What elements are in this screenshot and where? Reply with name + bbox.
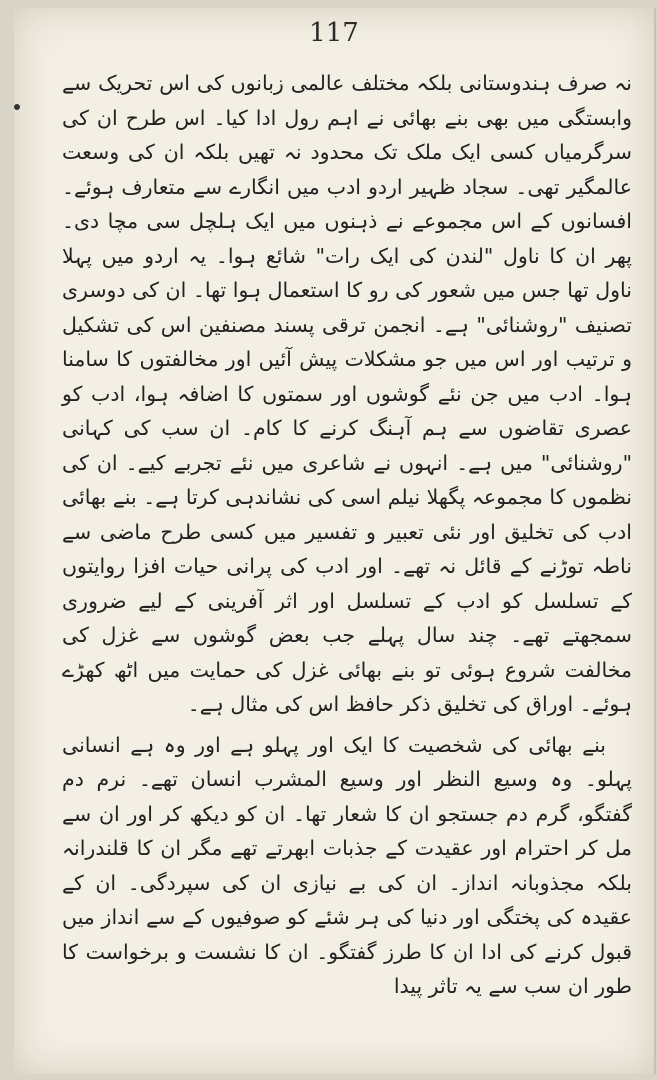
margin-mark: [14, 104, 20, 110]
page-number: 117: [309, 18, 359, 48]
page-text: [62, 66, 632, 1010]
paragraph-1: نہ صرف ہندوستانی بلکہ مختلف عالمی زبانوں کی اس تحریک سے وابستگی میں بھی بنے بھائی نے اہم رول ادا کیا۔ اس طرح ان کی سرگرمیاں کسی ایک ملک تک محدود نہ تھیں بلکہ ان کی وسعت عالمگیر تھی۔ سجاد ظہیر اردو ادب میں انگارے سے متعارف ہوئے۔ افسانوں کے اس مجموعے نے ذہنوں میں ایک ہلچل سی مچا دی۔ پھر ان کا ناول "لندن کی ایک رات" شائع ہوا۔ یہ اردو میں پہلا ناول تھا جس میں شعور کی رو کا استعمال ہوا تھا۔ ان کی دوسری تصنیف "روشنائی" ہے۔ انجمن ترقی پسند مصنفین اس کی تشکیل و ترتیب اور اس میں جو مشکلات پیش آئیں اور مخالفتوں کا سامنا ہوا۔ ادب میں جن نئے گوشوں اور سمتوں کا اضافہ ہوا، ادب کو عصری تقاضوں سے ہم آہنگ کرنے کا کام۔ ان سب کی کہانی "روشنائی" میں ہے۔ انہوں نے شاعری میں نئے تجربے کیے۔ ان کی نظموں کا مجموعہ پگھلا نیلم اسی کی نشاندہی کرتا ہے۔ بنے بھائی ادب کی تخلیق اور نئی تعبیر و تفسیر میں کسی طرح ماضی سے ناطہ توڑنے کے قائل نہ تھے۔ اور ادب کی پرانی حیات افزا روایتوں کے تسلسل کو ادب کے تسلسل اور اثر آفرینی کے لیے ضروری سمجھتے تھے۔ چند سال پہلے جب بعض گوشوں سے غزل کی مخالفت شروع ہوئی تو بنے بھائی غزل کی حمایت میں اٹھ کھڑے ہوئے۔ اوراق کی تخلیق ذکر حافظ اس کی مثال ہے۔: [62, 71, 632, 716]
paragraph-2: بنے بھائی کی شخصیت کا ایک اور پہلو ہے اور وہ ہے انسانی پہلو۔ وہ وسیع النظر اور وسیع المشرب انسان تھے۔ نرم دم گفتگو، گرم دم جستجو ان کا شعار تھا۔ ان کو دیکھ کر اور ان سے مل کر احترام اور عقیدت کے جذبات ابھرتے تھے مگر ان کا قلندرانہ بلکہ مجذوبانہ انداز۔ ان کی بے نیازی ان کی سپردگی۔ ان کے عقیدہ کی پختگی اور دنیا کی ہر شئے کو صوفیوں کے سے انداز میں قبول کرنے کی ادا ان کا طرز گفتگو۔ ان کا نشست و برخواست کا طور ان سب سے یہ تاثر پیدا: [62, 732, 632, 998]
book-page: [14, 8, 656, 1074]
